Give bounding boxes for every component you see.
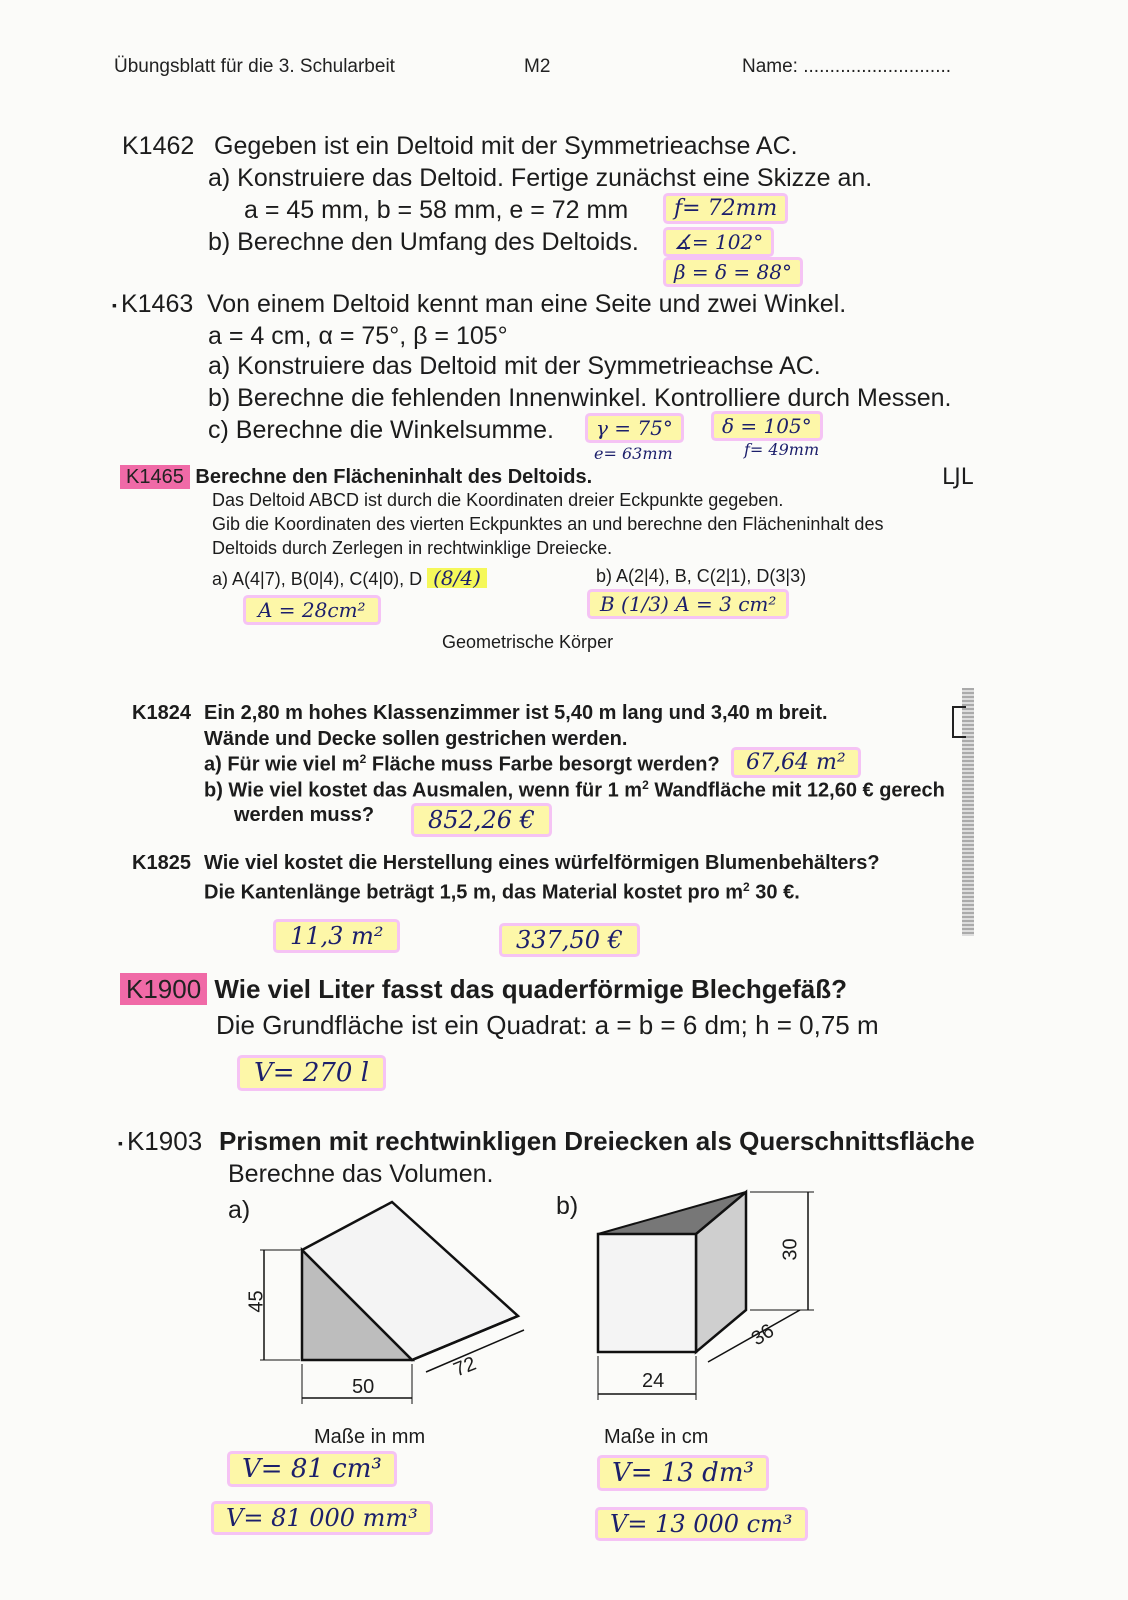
worksheet-title: Übungsblatt für die 3. Schularbeit — [114, 56, 395, 77]
handwritten-volume-a-mm: V= 81 000 mm³ — [214, 1504, 430, 1532]
task-k1463-a: a) Konstruiere das Deltoid mit der Symmetrieachse AC. — [208, 352, 821, 380]
prism-a-figure — [230, 1196, 540, 1416]
task-title: Von einem Deltoid kennt man eine Seite und zwei Winkel. — [206, 290, 847, 318]
handwritten-delta: δ = 105° — [714, 414, 820, 438]
task-k1463-b: b) Berechne die fehlenden Innenwinkel. Kontrolliere durch Messen. — [208, 384, 952, 412]
task-k1462-heading — [122, 132, 798, 161]
dim-a-height: 45 — [245, 1290, 268, 1313]
task-k1463-c: c) Berechne die Winkelsumme. — [208, 416, 554, 444]
task-code: K1463 — [120, 290, 194, 318]
task-k1825-line2 — [204, 880, 800, 905]
task-k1900-line2: Die Grundfläche ist ein Quadrat: a = b = 6 dm; h = 0,75 m — [216, 1010, 879, 1040]
task-title: Prismen mit rechtwinkligen Dreiecken als Querschnittsfläche — [218, 1126, 975, 1156]
handwritten-cost-cube: 337,50 € — [502, 926, 637, 954]
handwritten-cost-room: 852,26 € — [414, 806, 549, 834]
bullet-icon — [112, 290, 121, 318]
handwritten-area-b: B (1/3) A = 3 cm² — [590, 592, 786, 616]
handwritten-f2: f= 49mm — [744, 440, 820, 459]
task-code: K1903 — [126, 1126, 203, 1156]
task-code: K1825 — [132, 852, 191, 874]
fig-a-caption: Maße in mm — [314, 1426, 426, 1448]
prism-b-figure — [590, 1186, 830, 1416]
task-code: K1465 — [120, 465, 190, 489]
section-title: Geometrische Körper — [442, 632, 614, 652]
task-k1824-b-pre: b) Wie viel kostet das Ausmalen, wenn für 1 m — [204, 779, 643, 802]
task-k1825-line2-post: 30 €. — [749, 881, 800, 904]
handwritten-volume-tank: V= 270 l — [240, 1058, 383, 1088]
task-title: Gegeben ist ein Deltoid mit der Symmetrieachse AC. — [214, 132, 798, 160]
handwritten-volume-b-cm: V= 13 000 cm³ — [598, 1510, 805, 1538]
task-k1900-heading — [120, 974, 847, 1005]
prism-b-front-face — [598, 1234, 696, 1352]
task-k1465-a — [212, 566, 487, 590]
dim-b-depth: 36 — [747, 1319, 779, 1351]
task-k1825-heading — [132, 852, 880, 875]
task-code: K1900 — [120, 973, 207, 1005]
task-k1824-b-post: Wandfläche mit 12,60 € gerech — [648, 779, 945, 802]
bracket-mark — [952, 706, 966, 738]
task-k1824-line2: Wände und Decke sollen gestrichen werden. — [204, 728, 628, 750]
subject-label: M2 — [524, 56, 551, 77]
name-field-label: Name: ............................ — [742, 56, 952, 77]
task-title: Berechne den Flächeninhalt des Deltoids. — [195, 466, 593, 488]
dim-b-width: 24 — [642, 1370, 665, 1392]
task-k1824-b — [204, 778, 945, 803]
task-k1824-a-post: Fläche muss Farbe besorgt werden? — [366, 753, 720, 776]
handwritten-f: f= 72mm — [666, 196, 785, 221]
task-k1465-a-text: a) A(4|7), B(0|4), C(4|0), D — [212, 569, 423, 589]
task-title: Ein 2,80 m hohes Klassenzimmer ist 5,40 m lang und 3,40 m breit. — [204, 702, 828, 724]
task-k1462-values: a = 45 mm, b = 58 mm, e = 72 mm — [244, 196, 629, 224]
task-k1463-values: a = 4 cm, α = 75°, β = 105° — [208, 322, 508, 350]
task-code: K1462 — [122, 132, 195, 160]
task-k1825-line2-pre: Die Kantenlänge beträgt 1,5 m, das Material kostet pro m — [204, 881, 744, 904]
task-k1824-a-pre: a) Für wie viel m — [204, 753, 360, 776]
figure-b-label: b) — [556, 1192, 579, 1220]
dim-a-width: 50 — [352, 1376, 375, 1398]
task-k1462-b: b) Berechne den Umfang des Deltoids. — [208, 228, 639, 256]
handwritten-gamma: γ = 75° — [588, 416, 681, 440]
handwritten-area-cube: 11,3 m² — [276, 922, 397, 950]
task-k1465-b: b) A(2|4), B, C(2|1), D(3|3) — [596, 566, 807, 586]
handwritten-angle: ∡= 102° — [666, 230, 771, 254]
task-k1824-a — [204, 752, 720, 777]
superscript: 2 — [359, 752, 367, 766]
superscript: 2 — [743, 880, 750, 894]
task-k1465-line3: Deltoids durch Zerlegen in rechtwinklige Dreiecke. — [212, 538, 613, 558]
handwritten-area-room: 67,64 m² — [734, 750, 858, 775]
superscript: 2 — [642, 778, 649, 792]
checkmark-symbol: LJL — [942, 465, 974, 490]
task-k1824-b-line2: werden muss? — [234, 804, 375, 826]
handwritten-volume-b-dm: V= 13 dm³ — [600, 1458, 766, 1488]
dim-a-depth: 72 — [450, 1352, 480, 1382]
task-k1465-heading — [120, 466, 592, 489]
figure-a-label: a) — [228, 1196, 251, 1224]
dim-b-height: 30 — [779, 1238, 802, 1261]
task-k1465-line1: Das Deltoid ABCD ist durch die Koordinaten dreier Eckpunkte gegeben. — [212, 490, 784, 510]
fig-b-caption: Maße in cm — [604, 1426, 709, 1448]
task-k1465-line2: Gib die Koordinaten des vierten Eckpunktes an und berechne den Flächeninhalt des — [212, 514, 884, 534]
bullet-icon — [118, 1126, 127, 1156]
handwritten-beta: β = δ = 88° — [666, 260, 800, 284]
task-k1463-heading — [112, 290, 846, 319]
task-k1903-line2: Berechne das Volumen. — [228, 1160, 494, 1188]
handwritten-e: e= 63mm — [594, 444, 673, 463]
task-k1462-a: a) Konstruiere das Deltoid. Fertige zunächst eine Skizze an. — [208, 164, 873, 192]
task-title: Wie viel kostet die Herstellung eines würfelförmigen Blumenbehälters? — [204, 852, 880, 874]
handwritten-point-d: (8/4) — [427, 566, 487, 590]
handwritten-volume-a-cm: V= 81 cm³ — [230, 1454, 394, 1484]
task-k1824-heading — [132, 702, 828, 725]
handwritten-area-a: A = 28cm² — [246, 598, 378, 622]
task-k1903-heading — [118, 1126, 975, 1157]
task-title: Wie viel Liter fasst das quaderförmige Blechgefäß? — [214, 974, 848, 1004]
task-code: K1824 — [132, 702, 191, 724]
